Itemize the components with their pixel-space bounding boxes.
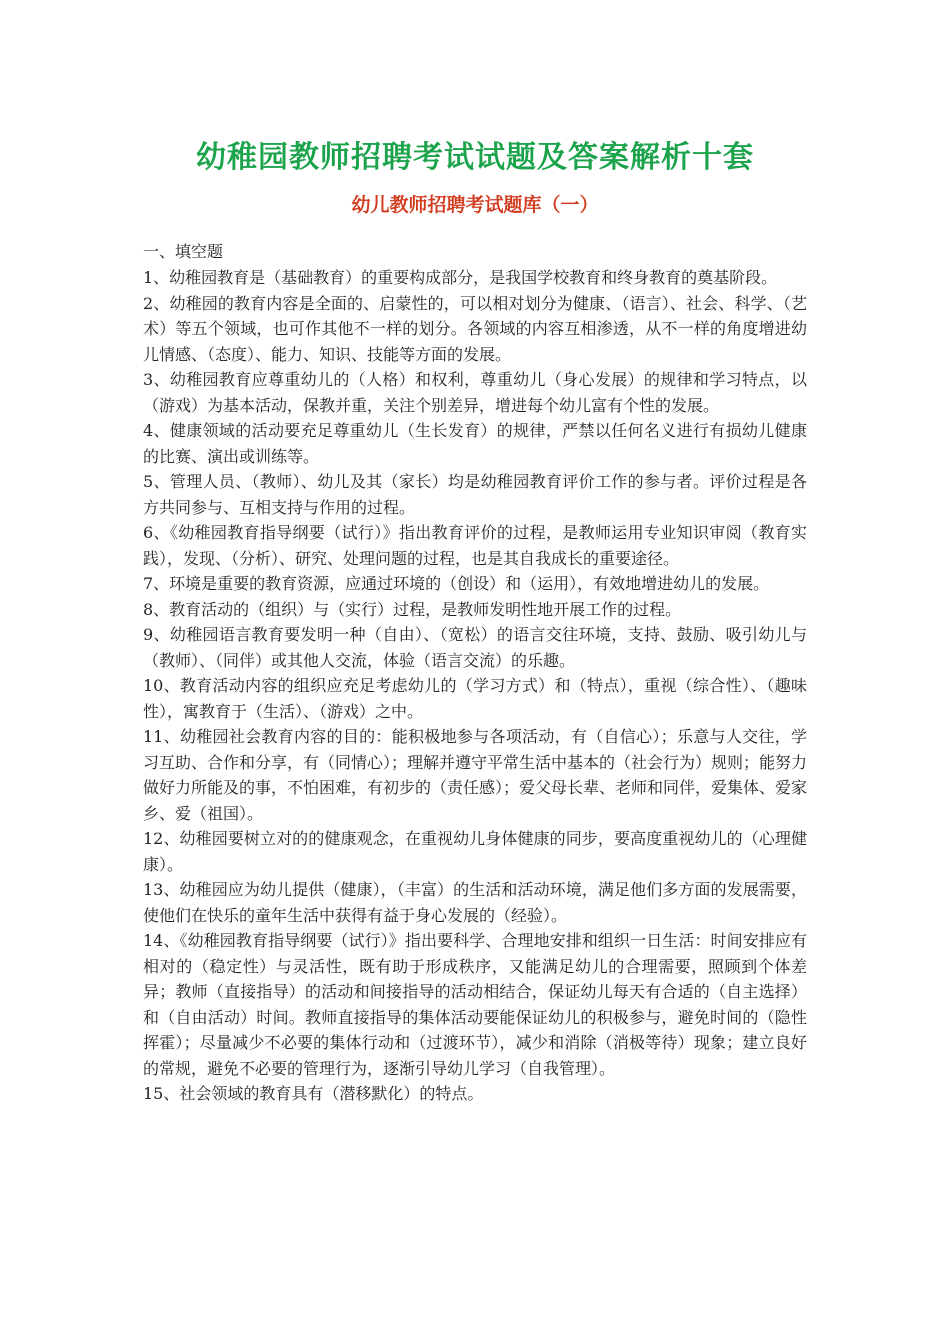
question-4: 4、健康领域的活动要充足尊重幼儿（生长发育）的规律，严禁以任何名义进行有损幼儿健康的比赛、演出或训练等。 [143,421,807,466]
section-heading: 一、填空题 [143,242,224,261]
document-subtitle: 幼儿教师招聘考试题库（一） [351,194,599,216]
question-14: 14、《幼稚园教育指导纲要（试行）》指出要科学、合理地安排和组织一日生活：时间安排应有相对的（稳定性）与灵活性，既有助于形成秩序，又能满足幼儿的合理需要，照顾到个体差异；教师（直接指导）的活动和间接指导的活动相结合，保证幼儿每天有合适的（自主选择）和（自由活动）时间。教师直接指导的集体活动要能保证幼儿的积极参与，避免时间的（隐性挥霍）；尽量减少不必要的集体行动和（过渡环节），减少和消除（消极等待）现象；建立良好的常规，避免不必要的管理行为，逐渐引导幼儿学习（自我管理）。 [143,931,807,1078]
question-15: 15、社会领域的教育具有（潜移默化）的特点。 [143,1084,484,1103]
question-1: 1、幼稚园教育是（基础教育）的重要构成部分，是我国学校教育和终身教育的奠基阶段。 [143,268,778,287]
question-6: 6、《幼稚园教育指导纲要（试行）》指出教育评价的过程，是教师运用专业知识审阅（教育实践），发现、（分析）、研究、处理问题的过程，也是其自我成长的重要途径。 [143,523,807,568]
question-13: 13、幼稚园应为幼儿提供（健康），（丰富）的生活和活动环境，满足他们多方面的发展需要，使他们在快乐的童年生活中获得有益于身心发展的（经验）。 [143,880,807,925]
question-3: 3、幼稚园教育应尊重幼儿的（人格）和权利，尊重幼儿（身心发展）的规律和学习特点，以（游戏）为基本活动，保教并重，关注个别差异，增进每个幼儿富有个性的发展。 [143,370,807,415]
question-12: 12、幼稚园要树立对的的健康观念，在重视幼儿身体健康的同步，要高度重视幼儿的（心理健康）。 [143,829,807,874]
question-7: 7、环境是重要的教育资源，应通过环境的（创设）和（运用），有效地增进幼儿的发展。 [143,574,770,593]
question-2: 2、幼稚园的教育内容是全面的、启蒙性的，可以相对划分为健康、（语言）、社会、科学、（艺术）等五个领域，也可作其他不一样的划分。各领域的内容互相渗透，从不一样的角度增进幼儿情感、（态度）、能力、知识、技能等方面的发展。 [143,293,807,364]
question-5: 5、管理人员、（教师）、幼儿及其（家长）均是幼稚园教育评价工作的参与者。评价过程是各方共同参与、互相支持与作用的过程。 [143,472,807,517]
question-11: 11、幼稚园社会教育内容的目的：能积极地参与各项活动，有（自信心）；乐意与人交往，学习互助、合作和分享，有（同情心）；理解并遵守平常生活中基本的（社会行为）规则；能努力做好力所能及的事，不怕困难，有初步的（责任感）；爱父母长辈、老师和同伴，爱集体、爱家乡、爱（祖国）。 [143,727,808,823]
question-10: 10、教育活动内容的组织应充足考虑幼儿的（学习方式）和（特点），重视（综合性）、（趣味性），寓教育于（生活）、（游戏）之中。 [143,676,807,721]
document-body [143,239,807,1107]
question-8: 8、教育活动的（组织）与（实行）过程，是教师发明性地开展工作的过程。 [143,599,682,619]
question-9: 9、幼稚园语言教育要发明一种（自由）、（宽松）的语言交往环境，支持、鼓励、吸引幼儿与（教师）、（同伴）或其他人交流，体验（语言交流）的乐趣。 [143,625,807,670]
document-title: 幼稚园教师招聘考试试题及答案解析十套 [196,140,754,175]
